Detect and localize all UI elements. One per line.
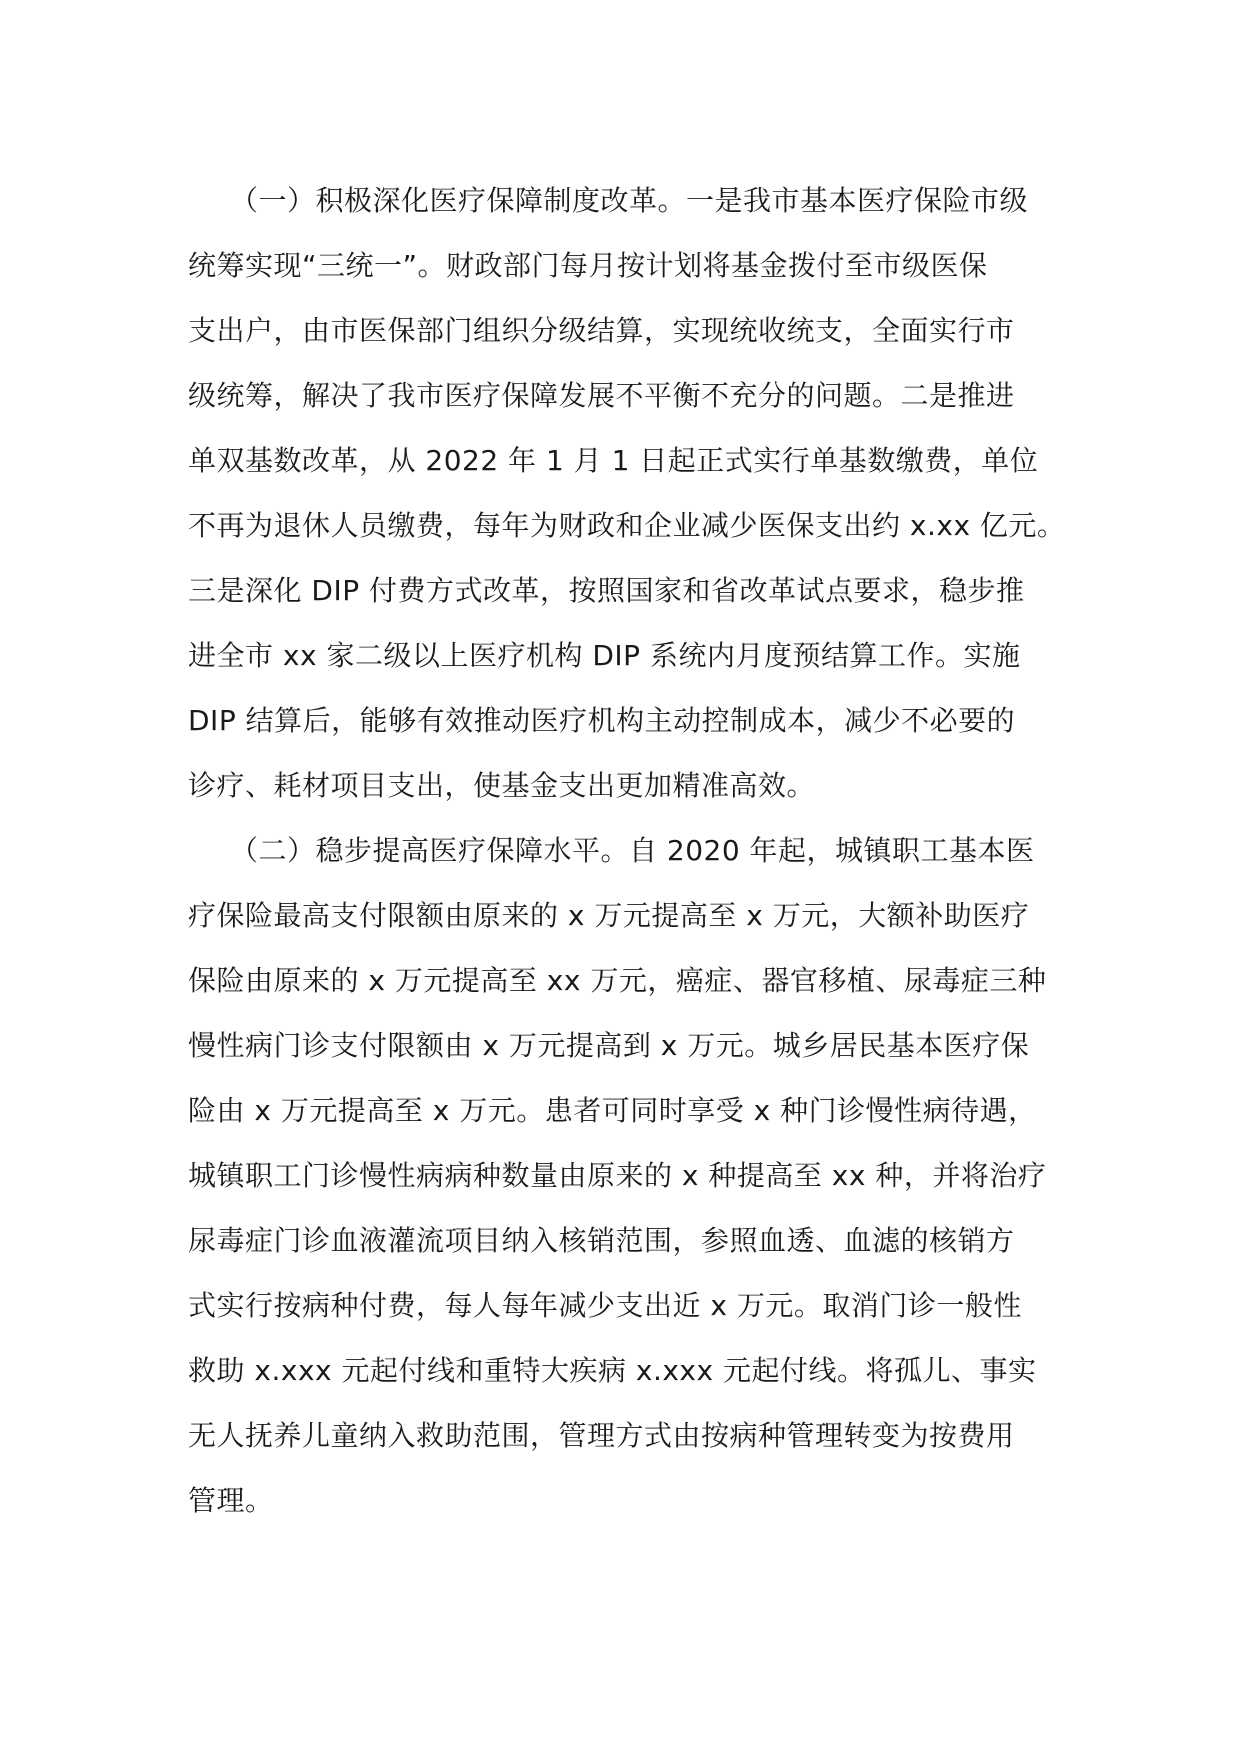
text-line: 诊疗、耗材项目支出，使基金支出更加精准高效。 bbox=[188, 769, 816, 802]
text-line: 三是深化 DIP 付费方式改革，按照国家和省改革试点要求，稳步推 bbox=[188, 574, 1025, 607]
text-line: 管理。 bbox=[188, 1484, 274, 1517]
text-line: 统筹实现“三统一”。财政部门每月按计划将基金拨付至市级医保 bbox=[188, 249, 988, 282]
text-line: 式实行按病种付费，每人每年减少支出近 x 万元。取消门诊一般性 bbox=[188, 1289, 1022, 1322]
text-line: 支出户，由市医保部门组织分级结算，实现统收统支，全面实行市 bbox=[188, 314, 1015, 347]
text-line: 疗保险最高支付限额由原来的 x 万元提高至 x 万元，大额补助医疗 bbox=[188, 899, 1030, 932]
text-line: （一）积极深化医疗保障制度改革。一是我市基本医疗保险市级 bbox=[230, 184, 1029, 217]
paragraph-medical-reform bbox=[188, 168, 1068, 818]
text-line: （二）稳步提高医疗保障水平。自 2020 年起，城镇职工基本医 bbox=[230, 834, 1035, 867]
text-line: 险由 x 万元提高至 x 万元。患者可同时享受 x 种门诊慢性病待遇， bbox=[188, 1094, 1037, 1127]
text-line: 尿毒症门诊血液灌流项目纳入核销范围，参照血透、血滤的核销方 bbox=[188, 1224, 1015, 1257]
text-line: DIP 结算后，能够有效推动医疗机构主动控制成本，减少不必要的 bbox=[188, 704, 1016, 737]
text-line: 保险由原来的 x 万元提高至 xx 万元，癌症、器官移植、尿毒症三种 bbox=[188, 964, 1047, 997]
paragraph-security-level bbox=[188, 818, 1068, 1533]
text-line: 慢性病门诊支付限额由 x 万元提高到 x 万元。城乡居民基本医疗保 bbox=[188, 1029, 1030, 1062]
text-line: 城镇职工门诊慢性病病种数量由原来的 x 种提高至 xx 种，并将治疗 bbox=[188, 1159, 1047, 1192]
text-line: 救助 x.xxx 元起付线和重特大疾病 x.xxx 元起付线。将孤儿、事实 bbox=[188, 1354, 1037, 1387]
text-line: 进全市 xx 家二级以上医疗机构 DIP 系统内月度预结算工作。实施 bbox=[188, 639, 1021, 672]
text-line: 级统筹，解决了我市医疗保障发展不平衡不充分的问题。二是推进 bbox=[188, 379, 1015, 412]
document-body bbox=[188, 168, 1068, 1533]
text-line: 单双基数改革，从 2022 年 1 月 1 日起正式实行单基数缴费，单位 bbox=[188, 444, 1039, 477]
text-line: 不再为退休人员缴费，每年为财政和企业减少医保支出约 x.xx 亿元。 bbox=[188, 509, 1066, 542]
text-line: 无人抚养儿童纳入救助范围，管理方式由按病种管理转变为按费用 bbox=[188, 1419, 1015, 1452]
